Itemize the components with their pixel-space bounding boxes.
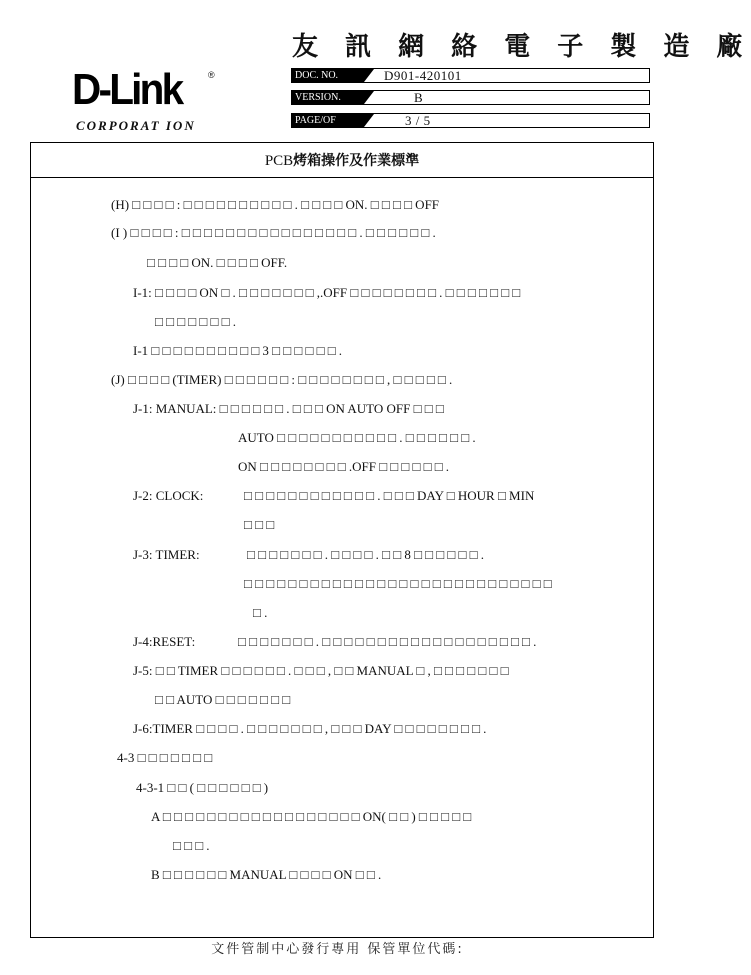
text-line: AUTO □ □ □ □ □ □ □ □ □ □ □ . □ □ □ □ □ □ . [238, 430, 476, 445]
company-name: 友 訊 網 絡 電 子 製 造 廠 [292, 32, 751, 62]
text-line: ON □ □ □ □ □ □ □ □ .OFF □ □ □ □ □ □ . [238, 459, 450, 474]
page-label: PAGE/OF [295, 115, 336, 126]
page-value: 3 / 5 [405, 113, 431, 128]
text-line: (J) □ □ □ □ (TIMER) □ □ □ □ □ □ : □ □ □ □ □ □ □ □ , □ □ □ □ □ . [111, 372, 453, 387]
text-line: J-4:RESET: [133, 634, 196, 649]
registered-mark: ® [208, 70, 215, 80]
text-line: □ □ □ . [173, 838, 210, 853]
text-line: □ □ □ □ □ □ □ . □ □ □ □ □ □ □ □ □ □ □ □ □ □ □ □ □ □ □ . [238, 634, 537, 649]
text-line: (I ) □ □ □ □ : □ □ □ □ □ □ □ □ □ □ □ □ □ □ □ □ . □ □ □ □ □ □ . [111, 225, 436, 240]
doc-no-label: DOC. NO. [295, 70, 339, 81]
text-line: (H) □ □ □ □ : □ □ □ □ □ □ □ □ □ □ . □ □ □ □ ON. □ □ □ □ OFF [111, 197, 440, 212]
version-value: B [414, 90, 424, 105]
text-line: I-1: □ □ □ □ ON □ . □ □ □ □ □ □ □ ,.OFF □ □ □ □ □ □ □ □ . □ □ □ □ □ □ □ [133, 285, 521, 300]
text-line: I-1 □ □ □ □ □ □ □ □ □ □ 3 □ □ □ □ □ □ . [133, 343, 343, 358]
text-line: J-5: □ □ TIMER □ □ □ □ □ □ . □ □ □ , □ □ MANUAL □ , □ □ □ □ □ □ □ [133, 663, 509, 678]
corporation-label: CORPORAT ION [76, 118, 196, 133]
text-line: □ □ □ □ □ □ □ □ □ □ □ □ . □ □ □ DAY □ HOUR □ MIN [244, 488, 535, 503]
text-line: J-2: CLOCK: [133, 488, 204, 503]
title-main: 烤箱操作及作業標準 [293, 153, 420, 169]
doc-no-label-box [292, 69, 374, 82]
doc-no-row [291, 68, 650, 83]
section-title [31, 143, 653, 178]
logo-text: D-Link [72, 65, 182, 114]
version-label: VERSION. [295, 92, 341, 103]
title-prefix: PCB [264, 153, 294, 169]
page-row [291, 113, 650, 128]
doc-no-value: D901-420101 [384, 68, 462, 83]
text-line: J-1: MANUAL: □ □ □ □ □ □ . □ □ □ ON AUTO OFF □ □ □ [133, 401, 444, 416]
version-row [291, 90, 650, 105]
text-line: □ □ □ □ □ □ □ . □ □ □ □ . □ □ 8 □ □ □ □ □ □ . [247, 547, 484, 562]
footer-note: 文件管制中心發行專用 保管單位代碼: [211, 942, 464, 957]
text-line: J-3: TIMER: [133, 547, 200, 562]
document-frame [30, 142, 654, 938]
text-line: □ □ □ □ □ □ □ . [155, 314, 236, 329]
text-line: □ □ □ [244, 517, 275, 532]
text-line: J-6:TIMER □ □ □ □ . □ □ □ □ □ □ □ , □ □ □ DAY □ □ □ □ □ □ □ □ . [133, 721, 487, 736]
version-label-box [292, 91, 374, 104]
dlink-logo [72, 64, 222, 116]
text-line: 4-3 □ □ □ □ □ □ □ [117, 750, 213, 765]
text-line: A □ □ □ □ □ □ □ □ □ □ □ □ □ □ □ □ □ □ ON( □ □ ) □ □ □ □ □ [151, 809, 472, 824]
text-line: □ . [253, 605, 268, 620]
text-line: □ □ □ □ ON. □ □ □ □ OFF. [147, 255, 288, 270]
text-line: □ □ AUTO □ □ □ □ □ □ □ [155, 692, 291, 707]
page-label-box [292, 114, 374, 127]
text-line: 4-3-1 □ □ ( □ □ □ □ □ □ ) [136, 780, 269, 795]
text-line: B □ □ □ □ □ □ MANUAL □ □ □ □ ON □ □ . [151, 867, 382, 882]
text-line: □ □ □ □ □ □ □ □ □ □ □ □ □ □ □ □ □ □ □ □ □ □ □ □ □ □ □ □ [244, 576, 552, 591]
